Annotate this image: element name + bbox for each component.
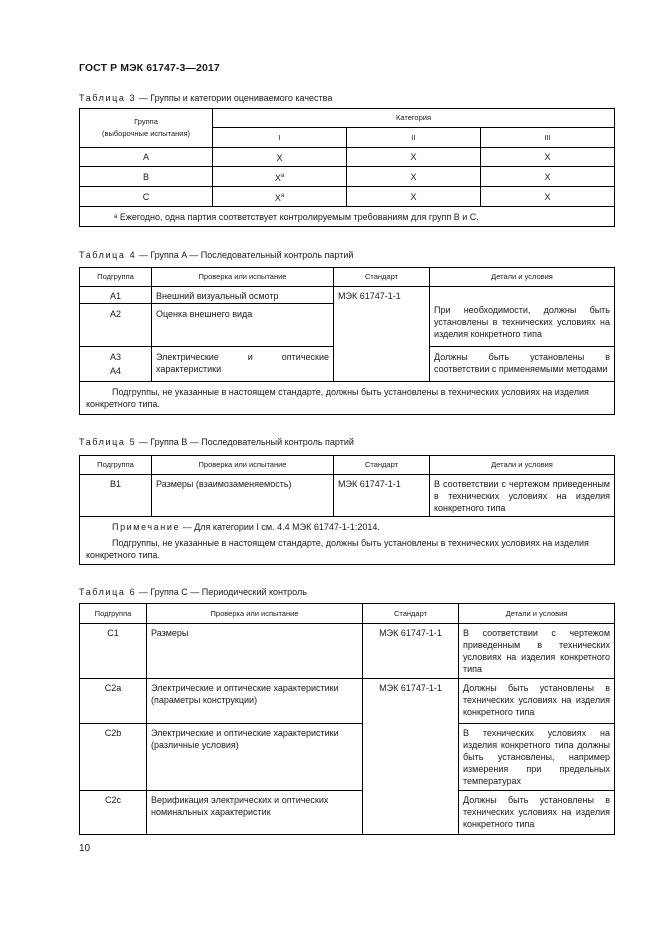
table6-details-cell: Должны быть установлены в технических условиях на изделия конкретного типа <box>459 679 615 724</box>
table4-col-subgroup: Подгруппа <box>80 268 152 287</box>
table3-cat-1: I <box>213 128 347 148</box>
table5-caption-label: Таблица 5 <box>79 437 137 447</box>
table4-col-details: Детали и условия <box>430 268 615 287</box>
table6-subgroup-cell: C1 <box>80 624 147 679</box>
table5-subgroup-cell: B1 <box>80 475 152 517</box>
table6-details-cell: В технических условиях на изделия конкретного типа должны быть установлены, например измерения при предельных температурах <box>459 724 615 791</box>
table3-cat1-cell <box>213 148 347 167</box>
table6-col-subgroup: Подгруппа <box>80 604 147 624</box>
table5-test-cell: Размеры (взаимозаменяемость) <box>152 475 334 517</box>
table4 <box>79 267 615 415</box>
table6-caption <box>79 587 307 597</box>
table3-cat2-cell: X <box>347 187 481 207</box>
table4-details-cell: При необходимости, должны быть установлены в технических условиях на изделия конкретного типа <box>430 287 615 347</box>
table6-col-test: Проверка или испытание <box>147 604 363 624</box>
table5 <box>79 455 615 565</box>
table4-standard-cell: МЭК 61747-1-1 <box>334 287 430 382</box>
table4-col-test: Проверка или испытание <box>152 268 334 287</box>
table3-cat1-cell <box>213 187 347 207</box>
table4-caption-label: Таблица 4 <box>79 250 137 260</box>
table5-footer <box>80 517 615 565</box>
table5-col-details: Детали и условия <box>430 456 615 475</box>
table5-col-standard: Стандарт <box>334 456 430 475</box>
table3-mark: X <box>274 192 281 203</box>
table3-col-group-line1: Группа <box>134 117 158 126</box>
table6-test-cell: Электрические и оптические характеристики (различные условия) <box>147 724 363 791</box>
table3-cat2-cell: X <box>347 167 481 187</box>
table6 <box>79 603 615 835</box>
table3-mark: X <box>276 153 283 163</box>
table3-footnote-mark: a <box>280 172 285 179</box>
table3-caption-text: — Группы и категории оцениваемого качества <box>136 93 333 103</box>
table6-subgroup-cell: C2a <box>80 679 147 724</box>
table4-subgroup-a3: A3 <box>109 352 121 362</box>
table-row <box>80 679 615 724</box>
table3-group-cell: A <box>80 148 213 167</box>
table5-col-subgroup: Подгруппа <box>80 456 152 475</box>
table3-footnote-mark: a <box>280 192 285 199</box>
table6-standard-cell <box>363 724 459 791</box>
table3-mark: X <box>274 172 281 183</box>
table3-group-cell: C <box>80 187 213 207</box>
table3-cat-2: II <box>347 128 481 148</box>
table5-note-label: Примечание <box>112 522 181 532</box>
table4-subgroup-cell: A2 <box>80 304 152 347</box>
table5-footer-text: Подгруппы, не указанные в настоящем стандарте, должны быть установлены в технических условиях на изделия конкретного типа. <box>86 538 589 560</box>
table3-cat2-cell: X <box>347 148 481 167</box>
table4-subgroup-a4: A4 <box>109 366 121 376</box>
table3-cat1-cell <box>213 167 347 187</box>
table4-test-cell: Электрические и оптические характеристики <box>152 347 334 382</box>
table-row <box>80 724 615 791</box>
table3-cat3-cell: X <box>481 167 615 187</box>
table6-test-cell: Размеры <box>147 624 363 679</box>
table6-standard-cell <box>363 791 459 835</box>
table-row <box>80 475 615 517</box>
table6-standard-cell: МЭК 61747-1-1 <box>363 679 459 724</box>
table-row <box>80 148 615 167</box>
table5-caption-text: — Группа B — Последовательный контроль партий <box>136 437 354 447</box>
table4-col-standard: Стандарт <box>334 268 430 287</box>
table-row <box>80 624 615 679</box>
table-row <box>80 167 615 187</box>
table4-subgroup-cell: A1 <box>80 287 152 304</box>
table3-cat3-cell: X <box>481 187 615 207</box>
page-number: 10 <box>79 843 91 854</box>
table4-caption <box>79 250 353 260</box>
table-row <box>80 287 615 304</box>
table3-col-category: Категория <box>213 109 615 128</box>
table4-test-cell: Внешний визуальный осмотр <box>152 287 334 304</box>
table6-caption-label: Таблица 6 <box>79 587 137 597</box>
table4-test-cell: Оценка внешнего вида <box>152 304 334 347</box>
table-row <box>80 187 615 207</box>
table6-standard-cell: МЭК 61747-1-1 <box>363 624 459 679</box>
table5-details-cell: В соответствии с чертежом приведенным в технических условиях на изделия конкретного типа <box>430 475 615 517</box>
table6-details-cell: Должны быть установлены в технических условиях на изделия конкретного типа <box>459 791 615 835</box>
document-header: ГОСТ Р МЭК 61747-3—2017 <box>79 62 220 74</box>
table5-caption <box>79 437 354 447</box>
table3-cat3-cell: X <box>481 148 615 167</box>
table3-col-group <box>80 109 213 148</box>
table6-test-cell: Электрические и оптические характеристики (параметры конструкции) <box>147 679 363 724</box>
table3 <box>79 108 615 227</box>
table4-caption-text: — Группа A — Последовательный контроль партий <box>136 250 354 260</box>
table3-col-group-line2: (выборочные испытания) <box>101 129 190 138</box>
table4-details-cell: Должны быть установлены в соответствии с применяемыми методами <box>430 347 615 382</box>
table6-subgroup-cell: C2b <box>80 724 147 791</box>
table6-details-cell: В соответствии с чертежом приведенным в технических условиях на изделия конкретного типа <box>459 624 615 679</box>
table5-col-test: Проверка или испытание <box>152 456 334 475</box>
table6-caption-text: — Группа C — Периодический контроль <box>136 587 307 597</box>
table5-standard-cell: МЭК 61747-1-1 <box>334 475 430 517</box>
table3-footnote: ᵃ Ежегодно, одна партия соответствует контролируемым требованиям для групп B и C. <box>80 207 615 227</box>
table6-subgroup-cell: C2c <box>80 791 147 835</box>
table4-footer: Подгруппы, не указанные в настоящем стандарте, должны быть установлены в технических условиях на изделия конкретного типа. <box>80 382 615 415</box>
table5-note <box>86 521 608 533</box>
table5-note-text: — Для категории I см. 4.4 МЭК 61747-1-1:2014. <box>180 522 380 532</box>
table-row <box>80 791 615 835</box>
table3-cat-3: III <box>481 128 615 148</box>
table3-group-cell: B <box>80 167 213 187</box>
table6-test-cell: Верификация электрических и оптических номинальных характеристик <box>147 791 363 835</box>
table6-col-standard: Стандарт <box>363 604 459 624</box>
table3-caption-label: Таблица 3 <box>79 93 137 103</box>
table4-subgroup-cell <box>80 347 152 382</box>
table3-caption <box>79 93 332 103</box>
table6-col-details: Детали и условия <box>459 604 615 624</box>
